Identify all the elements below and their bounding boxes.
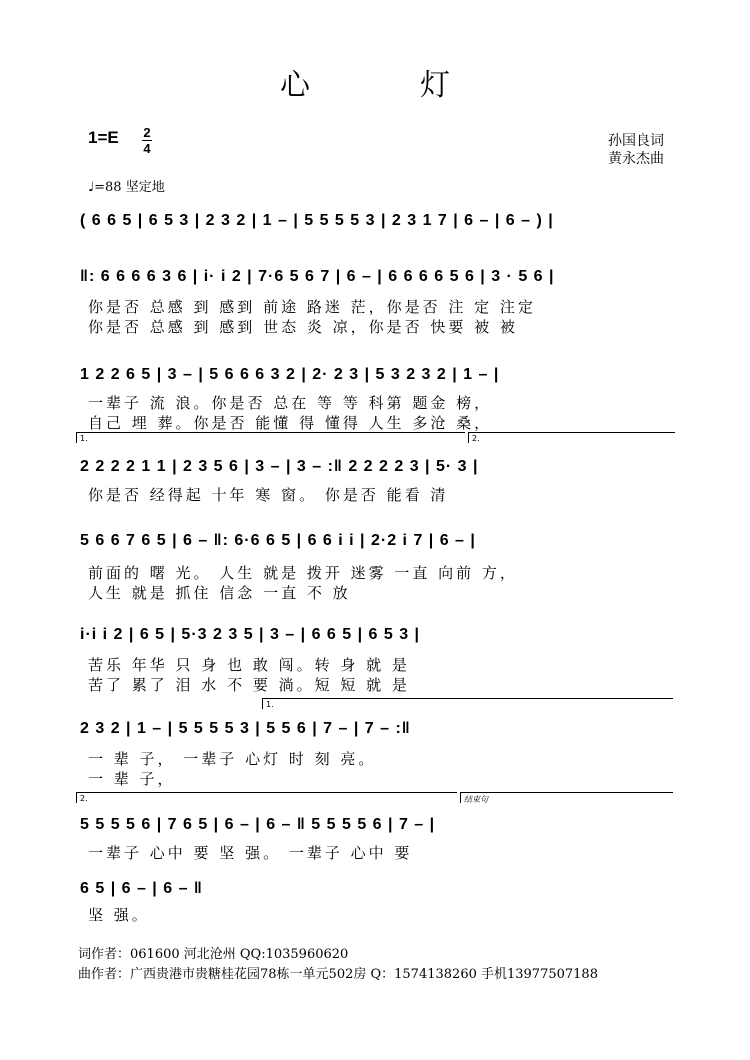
lyric-verse-1: 你是否 经得起 十年 寒 窗。 你是否 能看 清 (88, 486, 449, 504)
volta-second-b (76, 792, 457, 803)
lyric-verse-1: 一辈子 流 浪。你是否 总在 等 等 科第 题金 榜， (88, 394, 493, 412)
notation-line: 2 2 2 2 1 1 | 2 3 5 6 | 3 – | 3 – :‖ 2 2 2 2 3 | 5· 3 | (80, 458, 479, 475)
notation-line: i·i i 2 | 6 5 | 5·3 2 3 5 | 3 – | 6 6 5 | 6 5 3 | (80, 626, 421, 643)
lyric-verse-1: 坚 强。 (88, 906, 150, 924)
volta-second-b-label: 2. (80, 794, 88, 803)
footer-lyricist-info: 词作者：061600 河北沧州 QQ:1035960620 (78, 947, 349, 962)
volta-ending (460, 792, 673, 803)
lyric-verse-1: 苦乐 年华 只 身 也 敢 闯。转 身 就 是 (88, 656, 410, 674)
volta-first-b (262, 698, 673, 709)
lyric-verse-2: 你是否 总感 到 感到 世态 炎 凉，你是否 快要 被 被 (88, 318, 518, 336)
volta-first (76, 432, 465, 443)
time-sig-top: 2 (143, 125, 151, 140)
notation-line: 6 5 | 6 – | 6 – ‖ (80, 880, 203, 897)
lyric-verse-1: 一辈子 心中 要 坚 强。 一辈子 心中 要 (88, 844, 413, 862)
notation-line: 5 5 5 5 6 | 7 6 5 | 6 – | 6 – ‖ 5 5 5 5 6 | 7 – | (80, 816, 436, 833)
lyric-verse-2: 自己 埋 葬。你是否 能懂 得 懂得 人生 多沧 桑， (88, 414, 493, 432)
volta-ending-label: 结束句 (464, 795, 488, 804)
notation-line: 1 2 2 6 5 | 3 – | 5 6 6 6 3 2 | 2· 2 3 | 5 3 2 3 2 | 1 – | (80, 366, 500, 383)
volta-second (468, 432, 675, 443)
volta-first-label: 1. (80, 434, 88, 443)
volta-second-label: 2. (472, 434, 480, 443)
lyric-verse-2: 一 辈 子， (88, 770, 176, 788)
notation-line: ( 6 6 5 | 6 5 3 | 2 3 2 | 1 – | 5 5 5 5 3 | 2 3 1 7 | 6 – | 6 – ) | (80, 212, 554, 229)
notation-line: 2 3 2 | 1 – | 5 5 5 5 3 | 5 5 6 | 7 – | 7 – :‖ (80, 720, 411, 737)
volta-first-b-label: 1. (266, 700, 274, 709)
lyricist-credit: 孙国良词 (608, 133, 664, 149)
lyric-verse-2: 人生 就是 抓住 信念 一直 不 放 (88, 584, 351, 602)
lyric-verse-2: 苦了 累了 泪 水 不 要 淌。短 短 就 是 (88, 676, 410, 694)
lyric-verse-1: 一 辈 子， 一辈子 心灯 时 刻 亮。 (88, 750, 377, 768)
tempo-marking: ♩=88 坚定地 (88, 180, 165, 195)
page-title: 心灯 (280, 68, 560, 103)
lyric-verse-1: 你是否 总感 到 感到 前途 路迷 茫，你是否 注 定 注定 (88, 298, 536, 316)
key-signature: 1=E (88, 128, 119, 147)
composer-credit: 黄永杰曲 (608, 151, 664, 167)
time-signature (142, 126, 152, 155)
lyric-verse-1: 前面的 曙 光。 人生 就是 拨开 迷雾 一直 向前 方， (88, 564, 518, 582)
footer-composer-info: 曲作者：广西贵港市贵糖桂花园78栋一单元502房 Q：1574138260 手机13977507188 (78, 967, 598, 982)
notation-line: 5 6 6 7 6 5 | 6 – ‖: 6·6 6 5 | 6 6 i i | 2·2 i 7 | 6 – | (80, 532, 476, 549)
time-sig-bottom: 4 (143, 141, 151, 156)
notation-line: ‖: 6 6 6 6 3 6 | i· i 2 | 7·6 5 6 7 | 6 – | 6 6 6 6 5 6 | 3 · 5 6 | (80, 268, 555, 285)
